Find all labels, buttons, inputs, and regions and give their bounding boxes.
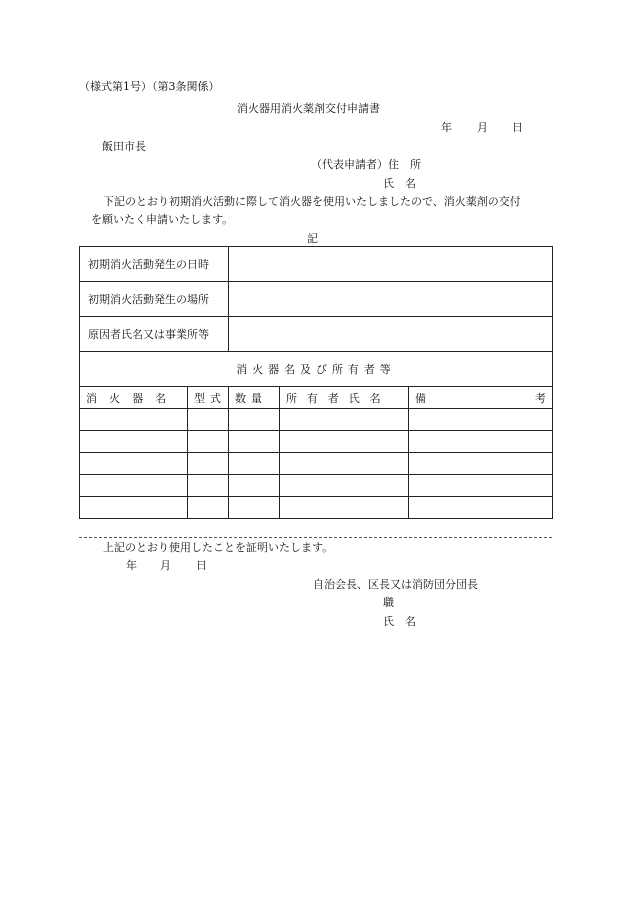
certification-text: 上記のとおり使用したことを証明いたします。 — [103, 541, 334, 554]
row-label-datetime: 初期消火活動発生の日時 — [80, 247, 229, 282]
body-text-line-2: を願いたく申請いたします。 — [91, 213, 234, 226]
cut-line-divider — [79, 537, 552, 538]
table-row — [80, 453, 553, 475]
date-month: 月 — [477, 121, 488, 134]
col-header-quantity: 数量 — [229, 387, 280, 409]
certifier-position-label: 職 — [383, 596, 394, 609]
col-header-remarks-2: 考 — [535, 391, 546, 405]
certifier-title: 自治会長、区長又は消防団分団長 — [313, 578, 478, 591]
row-value-responsible — [229, 317, 553, 352]
col-header-owner: 所有者氏名 — [280, 387, 409, 409]
table-row-responsible — [80, 317, 553, 352]
row-label-location: 初期消火活動発生の場所 — [80, 282, 229, 317]
date-year: 年 — [441, 121, 452, 134]
table-row-location — [80, 282, 553, 317]
document-title: 消火器用消火薬剤交付申請書 — [237, 102, 380, 115]
column-header-row — [80, 387, 553, 409]
table-row-datetime — [80, 247, 553, 282]
form-number: （様式第1号）（第3条関係） — [79, 80, 220, 93]
applicant-name-label: 氏 名 — [383, 177, 416, 190]
col-header-remarks — [409, 387, 553, 409]
applicant-address-label: （代表申請者）住 所 — [311, 158, 421, 171]
table-section-title-row — [80, 352, 553, 387]
row-label-responsible: 原因者氏名又は事業所等 — [80, 317, 229, 352]
cert-date-day: 日 — [196, 559, 207, 572]
cert-date-year: 年 — [126, 559, 137, 572]
usage-table — [79, 246, 553, 519]
body-text-line-1: 下記のとおり初期消火活動に際して消火器を使用いたしましたので、消火薬剤の交付 — [103, 195, 521, 208]
table-row — [80, 409, 553, 431]
certifier-name-label: 氏 名 — [383, 615, 416, 628]
row-value-datetime — [229, 247, 553, 282]
col-header-model: 型式 — [188, 387, 229, 409]
date-day: 日 — [512, 121, 523, 134]
ki-heading: 記 — [307, 232, 318, 245]
col-header-remarks-1: 備 — [415, 391, 426, 405]
section-title: 消火器名及び所有者等 — [80, 352, 553, 387]
row-value-location — [229, 282, 553, 317]
col-header-extinguisher: 消火器名 — [80, 387, 188, 409]
table-row — [80, 431, 553, 453]
cert-date-month: 月 — [160, 559, 171, 572]
table-row — [80, 475, 553, 497]
table-row — [80, 497, 553, 519]
addressee: 飯田市長 — [102, 140, 146, 153]
